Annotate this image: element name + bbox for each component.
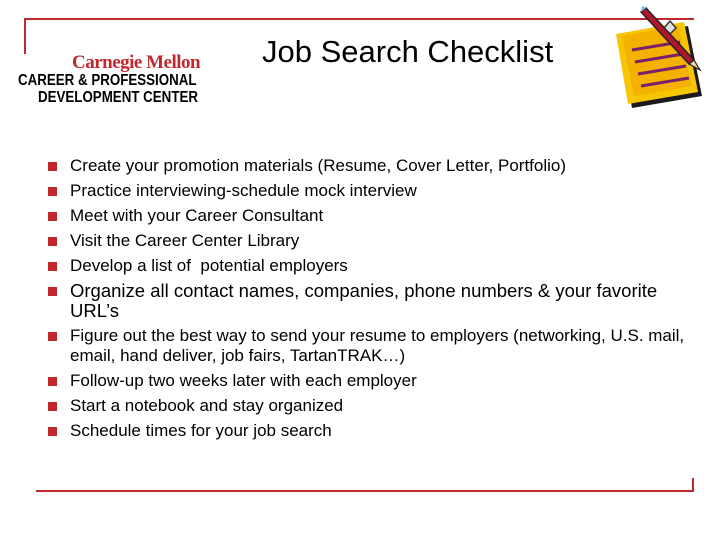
notepad-pencil-icon — [606, 6, 718, 116]
list-item-text: Schedule times for your job search — [70, 421, 332, 440]
list-item — [48, 396, 708, 416]
list-item-text: Visit the Career Center Library — [70, 231, 300, 250]
list-item-text: Create your promotion materials (Resume, Cover Letter, Portfolio) — [70, 156, 567, 175]
list-item — [48, 256, 708, 276]
list-item — [48, 371, 708, 391]
slide-title: Job Search Checklist — [262, 34, 554, 69]
bullet-marker — [48, 402, 57, 411]
bullet-marker — [48, 262, 57, 271]
bullet-marker — [48, 187, 57, 196]
list-item — [48, 181, 708, 201]
bullet-marker — [48, 427, 57, 436]
list-item — [48, 281, 708, 321]
list-item — [48, 206, 708, 226]
frame-left-rule — [24, 18, 26, 54]
list-item — [48, 156, 708, 176]
list-item-text: Figure out the best way to send your resume to employers (networking, U.S. mail, email, hand deliver, job fairs, TartanTRAK…) — [70, 326, 685, 365]
bullet-marker — [48, 162, 57, 171]
checklist — [48, 156, 708, 446]
list-item-text: Organize all contact names, companies, phone numbers & your favorite URL’s — [70, 280, 658, 321]
list-item-text: Start a notebook and stay organized — [70, 396, 344, 415]
bullet-marker — [48, 377, 57, 386]
bullet-marker — [48, 237, 57, 246]
frame-bottom-rule — [36, 490, 692, 492]
bullet-marker — [48, 212, 57, 221]
frame-bottom-right-rule — [692, 478, 694, 492]
bullet-marker — [48, 287, 57, 296]
list-item — [48, 421, 708, 441]
logo-line-2: DEVELOPMENT CENTER — [38, 89, 198, 106]
list-item — [48, 326, 708, 366]
list-item — [48, 231, 708, 251]
bullet-marker — [48, 332, 57, 341]
list-item-text: Practice interviewing-schedule mock interview — [70, 181, 417, 200]
frame-top-rule — [24, 18, 694, 20]
list-item-text: Follow-up two weeks later with each employer — [70, 371, 417, 390]
logo-university-name: Carnegie Mellon — [72, 52, 201, 73]
logo-line-1: CAREER & PROFESSIONAL — [18, 72, 197, 89]
list-item-text: Meet with your Career Consultant — [70, 206, 324, 225]
list-item-text: Develop a list of potential employers — [70, 256, 348, 275]
